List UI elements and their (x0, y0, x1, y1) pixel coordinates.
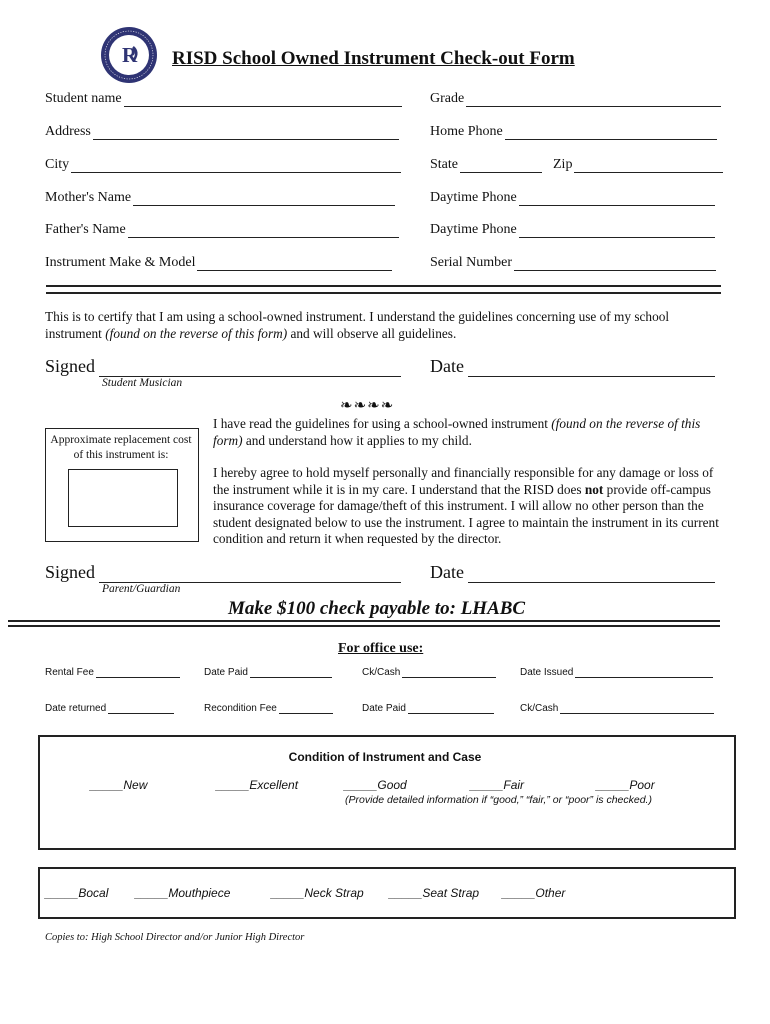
date-returned-field[interactable] (45, 703, 174, 714)
city-field[interactable] (45, 157, 401, 173)
copies-note: Copies to: High School Director and/or Junior High Director (45, 932, 305, 943)
ck-cash-2-field[interactable] (520, 703, 714, 714)
student-name-field[interactable] (45, 91, 402, 107)
city-label: City (45, 157, 70, 172)
date-returned-label: Date returned (45, 703, 107, 714)
certify-statement (45, 309, 695, 342)
accessory-neck-strap[interactable]: _____Neck Strap (271, 886, 364, 900)
ck-cash-field[interactable] (362, 667, 496, 678)
condition-note: (Provide detailed information if “good,” “fair,” or “poor” is checked.) (345, 794, 652, 806)
instrument-make-model-field[interactable] (45, 255, 392, 271)
condition-title: Condition of Instrument and Case (288, 750, 482, 764)
state-field[interactable] (430, 157, 542, 173)
zip-label: Zip (553, 157, 573, 172)
accessory-other[interactable]: _____Other (502, 886, 566, 900)
fathers-name-label: Father's Name (45, 222, 126, 237)
accessory-mouthpiece[interactable]: _____Mouthpiece (135, 886, 231, 900)
ck-cash-2-label: Ck/Cash (520, 703, 559, 714)
date-paid-field[interactable] (204, 667, 332, 678)
date-paid-label: Date Paid (204, 667, 248, 678)
svg-text:R: R (122, 43, 138, 67)
guardian-italic: (found on the reverse of this form) (213, 416, 701, 448)
daytime-phone-mother-field[interactable] (430, 190, 715, 206)
grade-label: Grade (430, 91, 465, 106)
fathers-name-field[interactable] (45, 222, 399, 238)
guardian-bold-not: not (584, 481, 604, 497)
guardian-text-2: I hereby agree to hold myself personally and financially responsible for any damage or loss of the instrument while it is in my care. I understand that the RISD does (213, 465, 714, 497)
daytime-phone-label: Daytime Phone (430, 190, 517, 205)
guardian-agreement (213, 465, 727, 548)
date-paid-2-field[interactable] (362, 703, 494, 714)
student-signature-field[interactable] (45, 356, 401, 377)
mothers-name-label: Mother's Name (45, 190, 132, 205)
signed-label: Signed (45, 356, 96, 376)
daytime-phone-label: Daytime Phone (430, 222, 517, 237)
address-label: Address (45, 124, 91, 139)
recondition-fee-label: Recondition Fee (204, 703, 277, 714)
serial-number-field[interactable] (430, 255, 716, 271)
condition-poor-option[interactable]: _____Poor (596, 778, 655, 792)
rental-fee-field[interactable] (45, 667, 180, 678)
ck-cash-label: Ck/Cash (362, 667, 401, 678)
home-phone-field[interactable] (430, 124, 717, 140)
mothers-name-field[interactable] (45, 190, 395, 206)
divider-line (8, 625, 720, 627)
guardian-text-1-end: and understand how it applies to my child. (242, 432, 472, 448)
condition-excellent-option[interactable]: _____Excellent (216, 778, 299, 792)
daytime-phone-father-field[interactable] (430, 222, 715, 238)
form-title: RISD School Owned Instrument Check-out Form (172, 48, 575, 69)
replacement-cost-input[interactable] (68, 469, 178, 527)
date-issued-label: Date Issued (520, 667, 574, 678)
condition-new-option[interactable]: _____New (90, 778, 148, 792)
guardian-text-2-end: provide off-campus insurance coverage for damage/theft of this instrument. I will allow no other person than the student designated below to use the instrument. I agree to maintain the instrument in its current condition and return it when requested by the director. (213, 481, 719, 546)
accessory-bocal[interactable]: _____Bocal (45, 886, 109, 900)
signed-label: Signed (45, 562, 96, 582)
student-name-label: Student name (45, 91, 122, 106)
certify-text-end: and will observe all guidelines. (287, 325, 457, 341)
divider-line (8, 620, 720, 622)
grade-field[interactable] (430, 91, 721, 107)
guardian-text-1: I have read the guidelines for using a school-owned instrument (213, 416, 552, 431)
parent-date-field[interactable] (430, 562, 715, 583)
instrument-make-model-label: Instrument Make & Model (45, 255, 196, 270)
district-logo (100, 26, 158, 84)
section-divider (46, 285, 721, 294)
replacement-cost-label: Approximate replacement cost of this instrument is: (50, 434, 192, 461)
date-issued-field[interactable] (520, 667, 713, 678)
guardian-acknowledgement (213, 416, 725, 449)
accessory-seat-strap[interactable]: _____Seat Strap (389, 886, 480, 900)
condition-good-option[interactable]: _____Good (344, 778, 407, 792)
rental-fee-label: Rental Fee (45, 667, 94, 678)
office-use-heading: For office use: (338, 641, 424, 656)
parent-guardian-caption: Parent/Guardian (102, 583, 181, 595)
check-payable-note: Make $100 check payable to: LHABC (228, 598, 526, 619)
date-paid-2-label: Date Paid (362, 703, 406, 714)
date-label: Date (430, 356, 464, 376)
condition-fair-option[interactable]: _____Fair (470, 778, 525, 792)
certify-italic: (found on the reverse of this form) (105, 325, 288, 341)
parent-signature-field[interactable] (45, 562, 401, 583)
date-label: Date (430, 562, 464, 582)
recondition-fee-field[interactable] (204, 703, 333, 714)
certify-text: This is to certify that I am using a school-owned instrument. I understand the guidelines concerning use of my school instrument (45, 309, 670, 341)
student-date-field[interactable] (430, 356, 715, 377)
serial-number-label: Serial Number (430, 255, 513, 270)
student-musician-caption: Student Musician (102, 377, 183, 389)
state-label: State (430, 157, 458, 172)
home-phone-label: Home Phone (430, 124, 503, 139)
zip-field[interactable] (553, 157, 723, 173)
address-field[interactable] (45, 124, 399, 140)
ornament-divider: ❧❧❧❧ (340, 398, 395, 414)
